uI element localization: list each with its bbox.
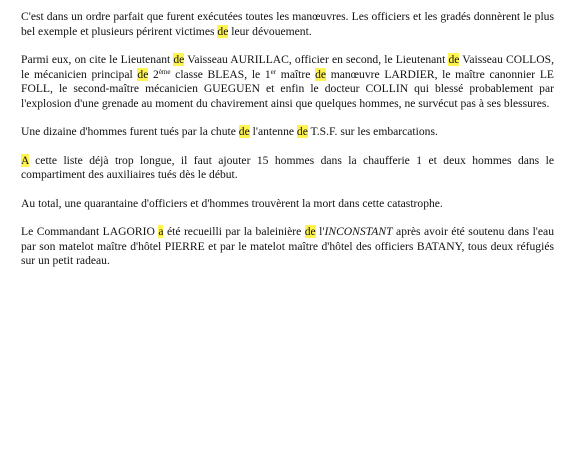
paragraph [21,125,554,140]
highlighted-word: de [173,52,185,66]
highlighted-word: de [238,125,250,139]
paragraph [21,197,554,212]
text-segment: cette liste déjà trop longue, il faut ajouter 15 hommes dans la chaufferie 1 et deux hommes dans le compartiment des auxiliaires tués dès le début. [21,153,554,182]
superscript-text: ème [158,67,171,76]
text-segment: 2 [148,67,159,81]
text-segment: Une dizaine d'hommes furent tués par la chute [21,125,239,139]
highlighted-word: de [448,52,460,66]
highlighted-word: de [304,224,316,238]
text-segment: T.S.F. sur les embarcations. [307,125,438,139]
text-segment: Vaisseau AURILLAC, officier en second, le Lieutenant [184,52,449,66]
italic-text: INCONSTANT [324,224,393,238]
highlighted-word: a [158,224,164,238]
highlighted-word: de [315,67,327,81]
text-segment: C'est dans un ordre parfait que furent exécutées toutes les manœuvres. Les officiers et les gradés donnèrent le plus bel exemple et plusieurs périrent victimes [21,10,554,38]
text-segment: après avoir été soutenu dans l'eau par son matelot maître d'hôtel PIERRE et par le matelot maître d'hôtel des officiers BATANY, tous deux réfugiés sur un petit radeau. [21,224,554,268]
highlighted-word: de [217,24,229,38]
highlighted-word: de [137,67,149,81]
text-segment: Au total, une quarantaine d'officiers et d'hommes trouvèrent la mort dans cette catastrophe. [21,196,443,210]
text-segment: l' [315,224,325,238]
text-segment: leur dévouement. [228,24,312,38]
paragraph [21,154,554,183]
text-segment: Vaisseau COLLOS, le mécanicien principal [21,52,554,81]
text-segment: l'antenne [249,125,297,139]
text-segment: classe BLEAS, le 1 [170,67,271,81]
paragraph [21,10,554,39]
paragraph [21,53,554,111]
text-segment: Le Commandant LAGORIO [21,224,159,238]
text-segment: manœuvre LARDIER, le maître canonnier LE FOLL, le second-maître mécanicien GUEGUEN et enfin le docteur COLLIN qui blessé probablement par l'explosion d'une grenade au moment du chavirement ainsi que quelques hommes, ne survécut pas à ses blessures. [21,67,555,110]
superscript-text: er [270,67,277,76]
paragraph [21,225,554,269]
highlighted-word: de [296,125,308,139]
highlighted-word: A [21,153,29,167]
text-segment: Parmi eux, on cite le Lieutenant [21,52,174,66]
text-segment: maître [276,67,316,81]
text-segment: été recueilli par la baleinière [163,224,305,238]
